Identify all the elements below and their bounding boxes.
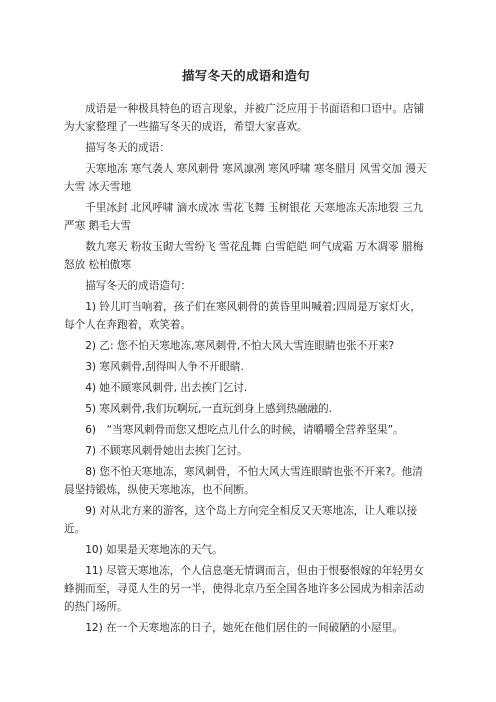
sentence-1: 1) 铃儿叮当响着，孩子们在寒风刺骨的黄昏里叫喊着;四周是万家灯火，每个人在奔跑着，欢笑着。 xyxy=(64,301,421,331)
idioms-line-2: 千里冰封 北风呼啸 滴水成冰 雪花飞舞 玉树银花 天寒地冻天冻地裂 三九严寒 鹅毛大雪 xyxy=(64,202,424,232)
idioms-line-3: 数九寒天 粉妆玉砌大雪纷飞 雪花乱舞 白雪皑皑 呵气成霜 万木凋零 腊梅怒放 松柏傲寒 xyxy=(64,241,424,271)
sentence-4: 4) 她不顾寒风刺骨, 出去挨门乞讨. xyxy=(85,382,248,394)
sentence-12: 12) 在一个天寒地冻的日子，她死在他们居住的一间破陋的小屋里。 xyxy=(85,622,403,634)
sentence-10: 10) 如果是天寒地冻的天气。 xyxy=(85,544,223,556)
sentence-5: 5) 寒风刺骨,我们玩啊玩,一直玩到身上感到热融融的. xyxy=(85,403,332,415)
sentence-9: 9) 对从北方来的游客，这个岛上方向完全相反又天寒地冻，让人难以接近。 xyxy=(64,505,418,535)
intro-paragraph: 成语是一种极具特色的语言现象，并被广泛应用于书面语和口语中。店铺为大家整理了一些描写冬天的成语，希望大家喜欢。 xyxy=(64,103,425,133)
sentence-3: 3) 寒风刺骨,刮得叫人争不开眼睛. xyxy=(85,361,244,373)
document-title: 描写冬天的成语和造句 xyxy=(181,68,310,83)
idioms-heading: 描写冬天的成语： xyxy=(85,142,170,154)
sentence-7: 7) 不顾寒风刺骨她出去挨门乞讨。 xyxy=(85,445,248,457)
sentence-2: 2) 乙: 您不怕天寒地冻,寒风刺骨,不怕大风大雪连眼睛也张不开来? xyxy=(85,340,395,352)
sentence-6: 6) “当寒风刺骨而您又想吃点儿什么的时候，请嚼嚼全营养坚果”。 xyxy=(85,424,404,436)
idioms-line-1: 天寒地冻 寒气袭人 寒风刺骨 寒风凛冽 寒风呼啸 寒冬腊月 风雪交加 漫天大雪 冰天雪地 xyxy=(64,163,427,193)
sentences-heading: 描写冬天的成语造句： xyxy=(85,280,192,292)
sentence-11: 11) 尽管天寒地冻，个人信息毫无情调而言，但由于恨娶恨嫁的年轻男女蜂拥而至，寻觅人生的另一半，使得北京乃至全国各地许多公园成为相亲活动的热门场所。 xyxy=(64,565,425,613)
sentence-8: 8) 您不怕天寒地冻，寒风刺骨，不怕大风大雪连眼睛也张不开来?。他清晨坚持锻炼，纵使天寒地冻，也不间断。 xyxy=(64,466,423,496)
